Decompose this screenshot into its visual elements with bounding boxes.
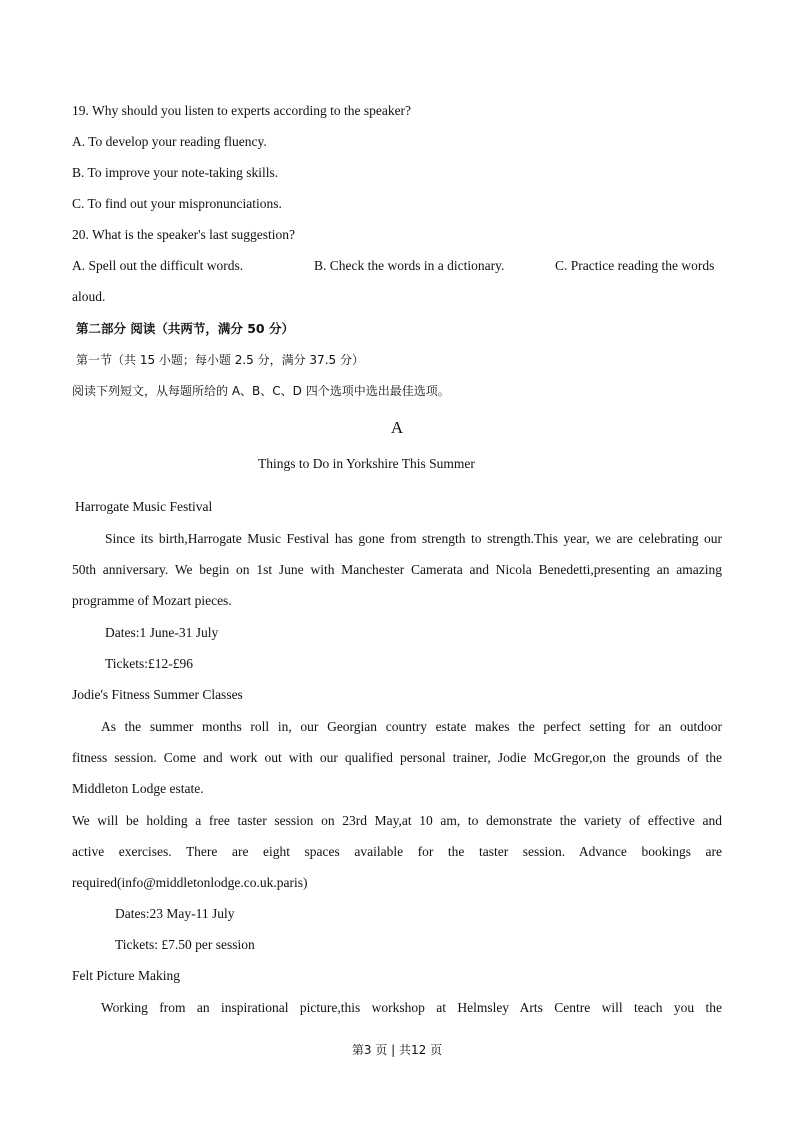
q19-option-c: C. To find out your mispronunciations. — [72, 196, 282, 211]
item-heading-harrogate: Harrogate Music Festival — [75, 499, 213, 514]
q19-option-b: B. To improve your note-taking skills. — [72, 165, 279, 180]
question-20: 20. What is the speaker's last suggestion? — [72, 227, 296, 242]
q20-option-c-continued: aloud. — [72, 289, 106, 304]
q20-option-c: C. Practice reading the words — [555, 258, 715, 273]
page-number: 第3 页 | 共12 页 — [351, 1043, 443, 1057]
q19-option-a: A. To develop your reading fluency. — [72, 134, 267, 149]
fitness-tickets: Tickets: £7.50 per session — [115, 937, 255, 952]
question-19: 19. Why should you listen to experts according to the speaker? — [72, 103, 412, 118]
fitness-paragraph-line: As the summer months roll in, our Georgian country estate makes the perfect setting for an outdoor — [101, 719, 722, 734]
fitness-dates: Dates:23 May-11 July — [115, 906, 235, 921]
harrogate-tickets: Tickets:£12-£96 — [105, 656, 194, 671]
fitness-paragraph-line: fitness session. Come and work out with our qualified personal trainer, Jodie McGregor,on the grounds of the — [72, 750, 722, 765]
fitness-paragraph-line: required(info@middletonlodge.co.uk.paris) — [72, 875, 308, 890]
part-title: 第二部分 阅读（共两节，满分 50 分） — [76, 321, 294, 336]
q20-option-b: B. Check the words in a dictionary. — [314, 258, 505, 273]
harrogate-paragraph-line: programme of Mozart pieces. — [72, 593, 232, 608]
item-heading-felt: Felt Picture Making — [72, 968, 180, 983]
fitness-paragraph-line: active exercises. There are eight spaces available for the taster session. Advance bookings are — [72, 844, 722, 859]
harrogate-paragraph-line: Since its birth,Harrogate Music Festival has gone from strength to strength.This year, we are celebrating our — [105, 531, 722, 546]
instruction: 阅读下列短文，从每题所给的 A、B、C、D 四个选项中选出最佳选项。 — [72, 384, 450, 398]
passage-title: Things to Do in Yorkshire This Summer — [258, 456, 475, 471]
passage-letter: A — [390, 418, 404, 437]
fitness-paragraph-line: We will be holding a free taster session on 23rd May,at 10 am, to demonstrate the variety of effective and — [72, 813, 722, 828]
subsection-title: 第一节（共 15 小题；每小题 2.5 分，满分 37.5 分） — [76, 353, 364, 367]
fitness-paragraph-line: Middleton Lodge estate. — [72, 781, 204, 796]
item-heading-fitness: Jodie's Fitness Summer Classes — [72, 687, 243, 702]
felt-paragraph-line: Working from an inspirational picture,this workshop at Helmsley Arts Centre will teach you the — [101, 1000, 722, 1015]
q20-option-a: A. Spell out the difficult words. — [72, 258, 244, 273]
harrogate-paragraph-line: 50th anniversary. We begin on 1st June with Manchester Camerata and Nicola Benedetti,presenting an amazing — [72, 562, 722, 577]
harrogate-dates: Dates:1 June-31 July — [105, 625, 219, 640]
